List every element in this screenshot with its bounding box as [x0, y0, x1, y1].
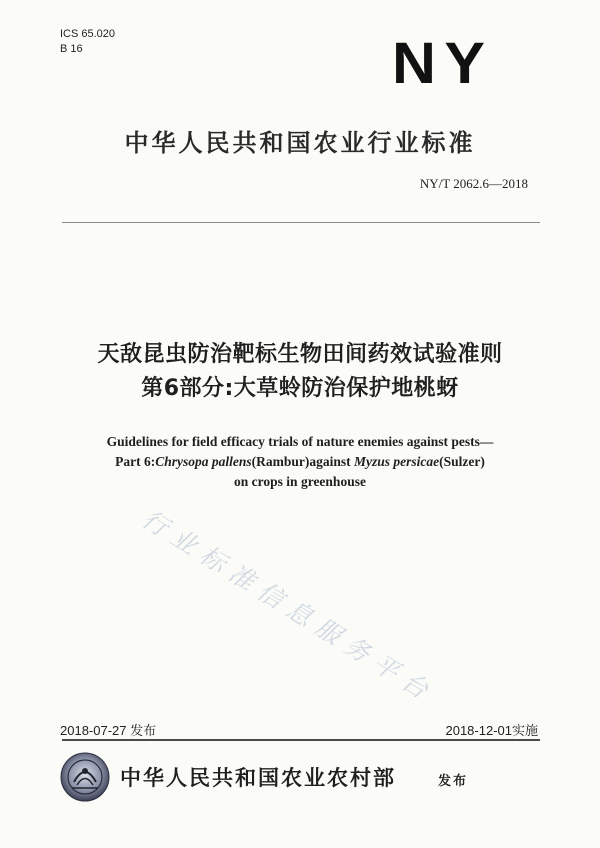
- implement-date-block: [445, 720, 538, 739]
- standard-number: NY/T 2062.6—2018: [419, 176, 528, 191]
- ny-logo: NY: [392, 31, 494, 96]
- issue-label: 发布: [438, 774, 469, 789]
- chinese-title-line1: 天敌昆虫防治靶标生物田间药效试验准则: [97, 342, 503, 367]
- ics-code: ICS 65.020: [60, 28, 116, 40]
- watermark-text: 行业标准信息服务平台: [136, 504, 441, 710]
- english-title-line2: [0, 452, 600, 472]
- top-divider: [62, 222, 540, 223]
- implement-date-label: 实施: [511, 723, 538, 738]
- species-name-1: Chrysopa pallens: [155, 454, 252, 469]
- english-title-line3: on crops in greenhouse: [234, 474, 366, 489]
- classification-codes: [60, 27, 115, 57]
- english-title-part: Part 6:: [115, 454, 156, 469]
- issue-date: 2018-07-27: [60, 723, 127, 738]
- implement-date: 2018-12-01: [445, 723, 512, 738]
- english-title-suffix: (Sulzer): [439, 454, 485, 469]
- chinese-title-line2: 第6部分:大草蛉防治保护地桃蚜: [141, 376, 459, 401]
- ccs-code: B 16: [60, 43, 83, 55]
- standard-type-heading: 中华人民共和国农业行业标准: [124, 129, 476, 157]
- ministry-emblem-icon: [60, 752, 110, 802]
- english-title-line1: Guidelines for field efficacy trials of nature enemies against pests—: [106, 434, 494, 449]
- species-name-2: Myzus persicae: [354, 454, 440, 469]
- english-title-mid: (Rambur)against: [251, 454, 355, 469]
- ministry-name: 中华人民共和国农业农村部: [120, 766, 396, 790]
- bottom-divider: [62, 739, 540, 741]
- issue-date-label: 发布: [130, 723, 157, 738]
- issue-date-block: [60, 720, 156, 739]
